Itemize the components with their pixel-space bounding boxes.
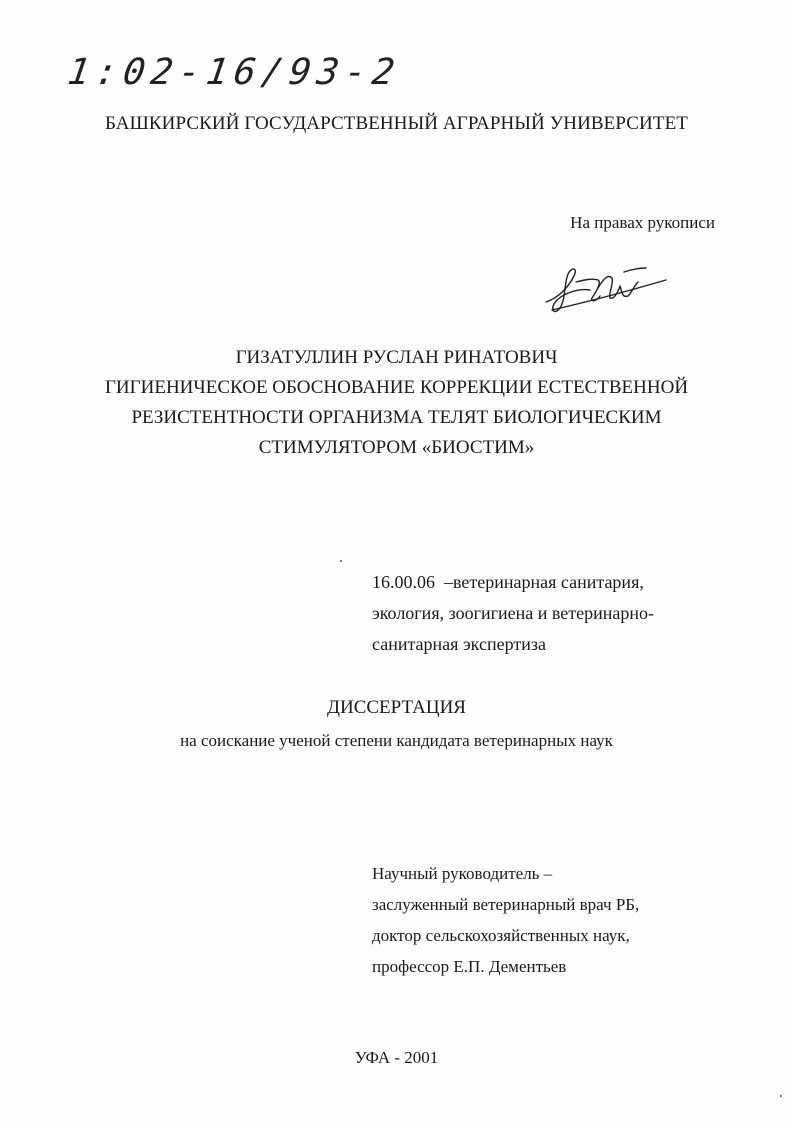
supervisor-block [372,858,639,982]
title-block [0,343,793,463]
specialty-line-3: санитарная экспертиза [372,634,546,654]
specialty-block [372,567,654,660]
handwritten-catalog-number: 1:02-16/93-2 [65,52,403,93]
degree-description: на соискание ученой степени кандидата ветеринарных наук [180,731,613,750]
dissertation-title-line-3: СТИМУЛЯТОРОМ «БИОСТИМ» [258,437,535,458]
signature [538,258,673,318]
city-year: УФА - 2001 [354,1048,439,1067]
scan-speck [780,1095,782,1097]
dissertation-title-line-1: ГИГИЕНИЧЕСКОЕ ОБОСНОВАНИЕ КОРРЕКЦИИ ЕСТЕСТВЕННОЙ [104,377,689,398]
supervisor-line-4: профессор Е.П. Дементьев [372,957,567,976]
dissertation-title-line-2: РЕЗИСТЕНТНОСТИ ОРГАНИЗМА ТЕЛЯТ БИОЛОГИЧЕСКИМ [131,407,662,428]
specialty-line-1: 16.00.06 –ветеринарная санитария, [372,572,644,592]
supervisor-line-3: доктор сельскохозяйственных наук, [372,926,630,945]
document-type: ДИССЕРТАЦИЯ [327,697,466,718]
supervisor-line-2: заслуженный ветеринарный врач РБ, [372,895,640,914]
supervisor-line-1: Научный руководитель – [372,864,553,883]
author-name: ГИЗАТУЛЛИН РУСЛАН РИНАТОВИЧ [235,347,558,368]
university-name: БАШКИРСКИЙ ГОСУДАРСТВЕННЫЙ АГРАРНЫЙ УНИВЕРСИТЕТ [105,113,688,134]
scan-speck [340,560,342,562]
specialty-line-2: экология, зоогигиена и ветеринарно- [372,603,654,623]
manuscript-rights-note: На правах рукописи [570,213,715,232]
